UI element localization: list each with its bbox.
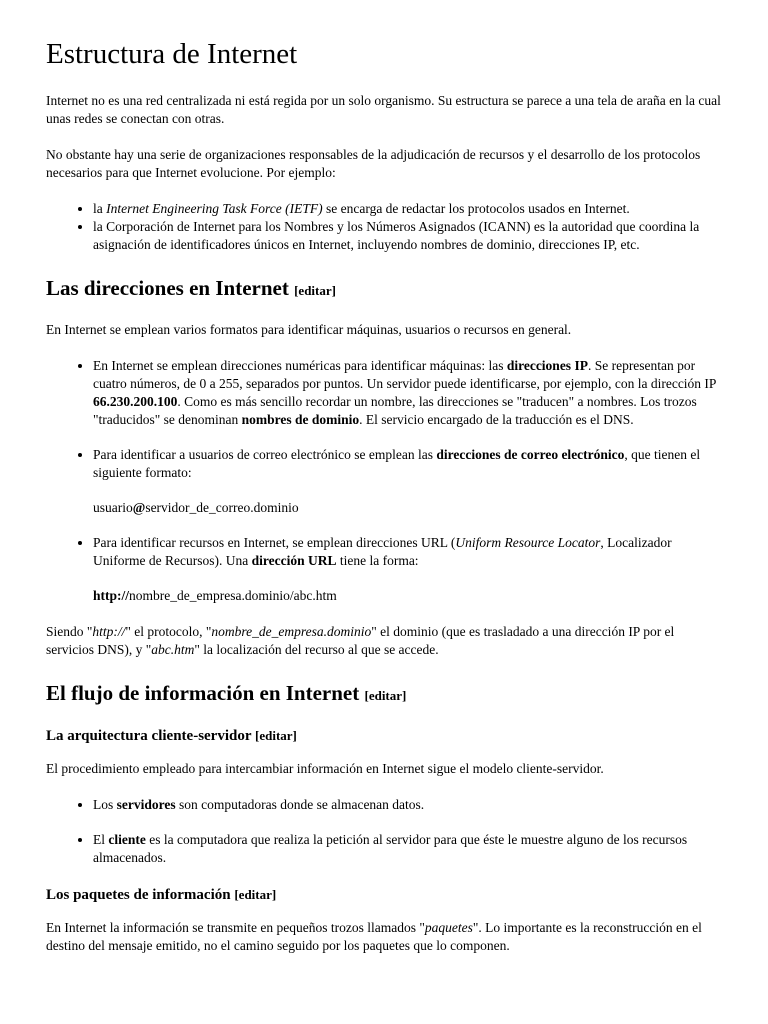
list-item: • Para identificar recursos en Internet, se emplean direcciones URL (Uniform Resource Locator, Localizador Uniforme de Recursos). Una dirección URL tiene la forma: http://nombre_de_empresa.dominio/abc.htm [93, 534, 722, 605]
edit-link[interactable]: [editar] [294, 283, 336, 298]
list-item: • En Internet se emplean direcciones numéricas para identificar máquinas: las direcciones IP. Se representan por cuatro números, de 0 a 255, separados por puntos. Un servidor puede identificarse, por ejemplo, con la dirección IP 66.230.200.100. Como es más sencillo recordar un nombre, las direcciones se "traducen" a nombres. Los trozos "traducidos" se denominan nombres de dominio. El servicio encargado de la traducción es el DNS. [93, 357, 722, 429]
direcciones-list [46, 357, 722, 605]
section-heading-direcciones: Las direcciones en Internet [editar] [46, 276, 336, 300]
edit-link[interactable]: [editar] [364, 688, 407, 703]
url-explanation: Siendo "http://" el protocolo, "nombre_de_empresa.dominio" el dominio (que es trasladado a una dirección IP por el servicios DNS), y "abc.htm" la localización del recurso al que se accede. [46, 624, 675, 657]
edit-link[interactable]: [editar] [255, 728, 297, 743]
edit-link[interactable]: [editar] [234, 887, 277, 902]
page-title: Estructura de Internet [46, 38, 298, 70]
section-heading-flujo: El flujo de información en Internet [editar] [46, 681, 407, 705]
list-item: • El cliente es la computadora que realiza la petición al servidor para que éste le muestre alguno de los recursos almacenados. [93, 831, 722, 867]
list-item: • la Corporación de Internet para los Nombres y los Números Asignados (ICANN) es la autoridad que coordina la asignación de identificadores únicos en Internet, incluyendo nombres de dominio, direcciones IP, etc. [93, 218, 722, 254]
arquitectura-paragraph: El procedimiento empleado para intercambiar información en Internet sigue el modelo cliente-servidor. [46, 761, 604, 776]
list-item: • la Internet Engineering Task Force (IETF) se encarga de redactar los protocolos usados en Internet. [93, 200, 722, 218]
list-item: • Para identificar a usuarios de correo electrónico se emplean las direcciones de correo electrónico, que tienen el siguiente formato: usuario@servidor_de_correo.dominio [93, 446, 722, 517]
list-item: • Los servidores son computadoras donde se almacenan datos. [93, 796, 722, 814]
intro-paragraph-2: No obstante hay una serie de organizaciones responsables de la adjudicación de recursos y el desarrollo de los protocolos necesarios para que Internet evolucione. Por ejemplo: [46, 147, 701, 180]
subsection-heading-paquetes: Los paquetes de información [editar] [46, 887, 277, 903]
ietf-link[interactable]: Internet Engineering Task Force (IETF) [106, 201, 323, 216]
email-format: usuario@servidor_de_correo.dominio [93, 500, 299, 515]
paquetes-paragraph: En Internet la información se transmite en pequeños trozos llamados "paquetes". Lo importante es la reconstrucción en el destino del mensaje emitido, no el camino seguido por los paquetes que lo componen. [46, 920, 702, 953]
arquitectura-list [46, 796, 722, 867]
organizations-list [46, 200, 722, 254]
url-format: http://nombre_de_empresa.dominio/abc.htm [93, 588, 337, 603]
subsection-heading-arquitectura: La arquitectura cliente-servidor [editar] [46, 728, 297, 744]
intro-paragraph-1: Internet no es una red centralizada ni está regida por un solo organismo. Su estructura se parece a una tela de araña en la cual unas redes se conectan con otras. [46, 93, 721, 126]
direcciones-intro: En Internet se emplean varios formatos para identificar máquinas, usuarios o recursos en general. [46, 322, 572, 337]
